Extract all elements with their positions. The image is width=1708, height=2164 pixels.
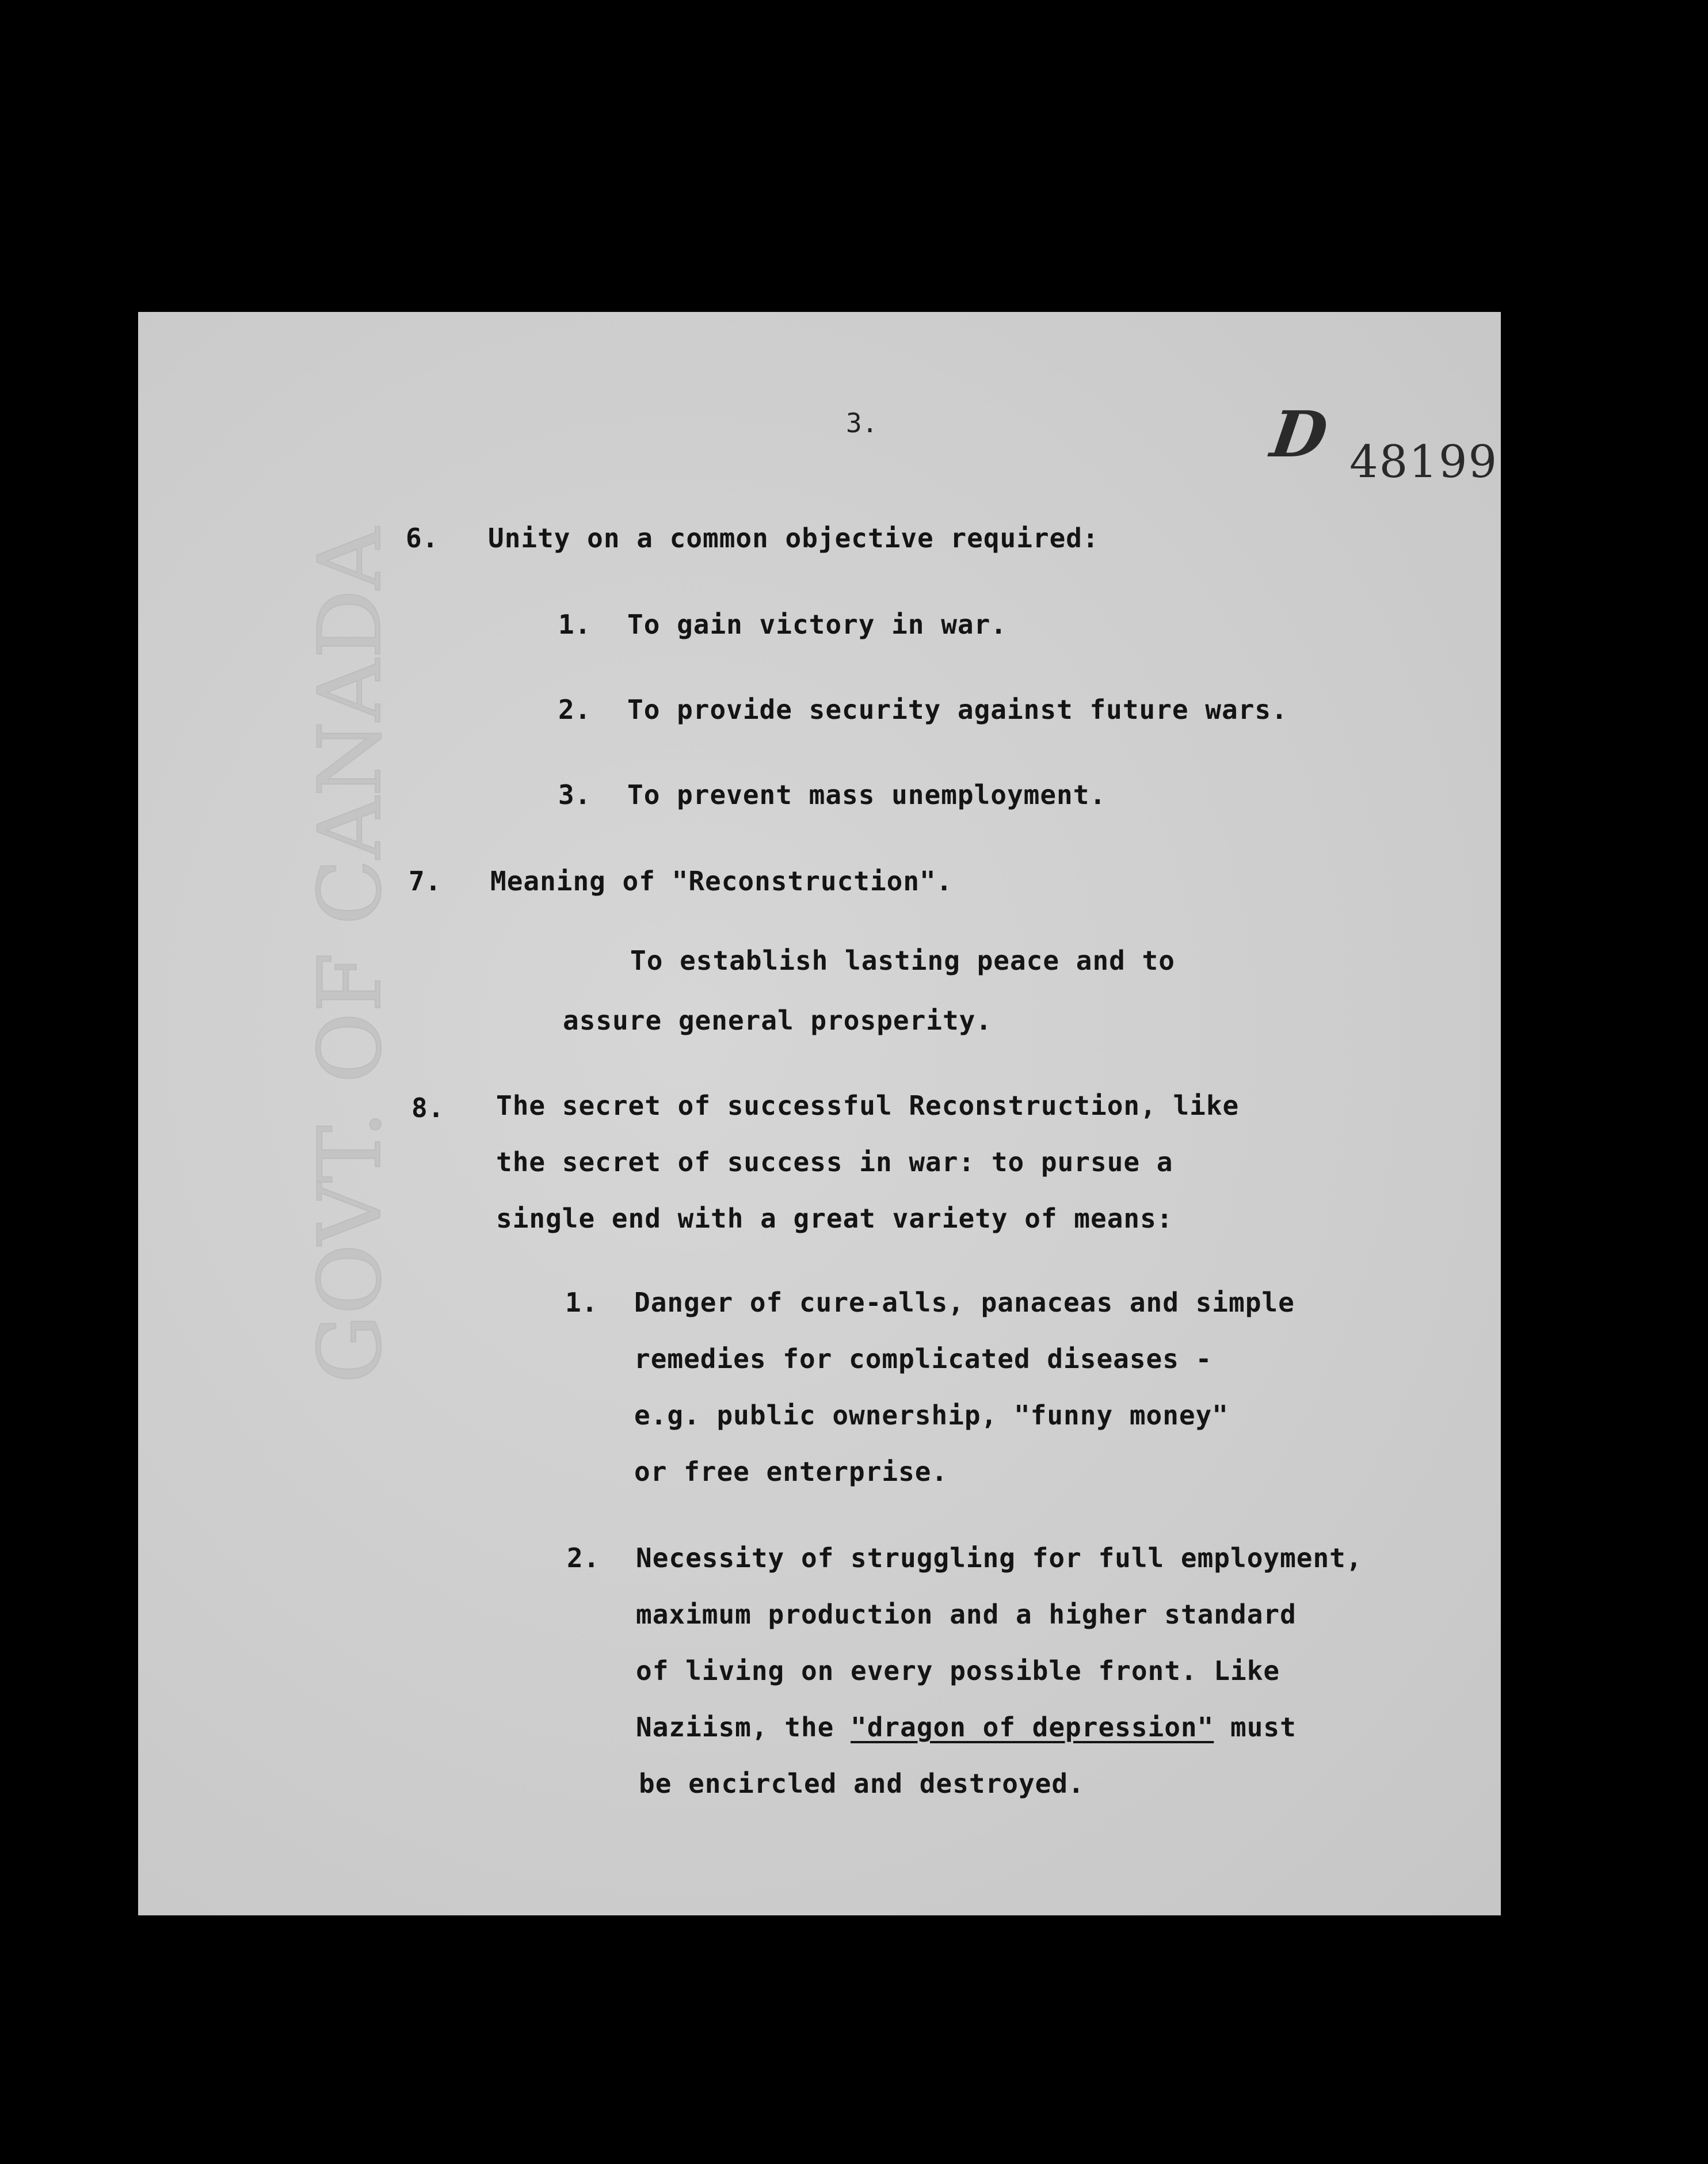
section-7-body-line-1: To establish lasting peace and to xyxy=(630,945,1175,976)
watermark-text: GOVT. OF CANADA xyxy=(300,527,401,1384)
section-8-item-1-line-3: e.g. public ownership, "funny money" xyxy=(634,1400,1229,1431)
section-6-number: 6. xyxy=(406,523,439,554)
page-number: 3. xyxy=(846,407,878,439)
section-8-heading-line-2: the secret of success in war: to pursue a xyxy=(496,1146,1173,1178)
document-id: 48199 xyxy=(1349,436,1499,488)
section-8-item-2-number: 2. xyxy=(567,1542,600,1574)
section-8-item-1-line-2: remedies for complicated diseases - xyxy=(634,1343,1213,1374)
section-6-item-2-text: To provide security against future wars. xyxy=(627,694,1288,725)
section-8-heading-line-3: single end with a great variety of means: xyxy=(496,1203,1173,1234)
dragon-of-depression-underlined: "dragon of depression" xyxy=(851,1712,1214,1743)
section-6-item-1-text: To gain victory in war. xyxy=(627,609,1007,640)
section-7-heading: Meaning of "Reconstruction". xyxy=(490,866,953,897)
section-6-item-3-text: To prevent mass unemployment. xyxy=(627,779,1107,810)
stamp-letter: D xyxy=(1266,397,1332,471)
section-8-item-2-line-4-pre: Naziism, the xyxy=(636,1712,851,1743)
section-8-item-2-line-3: of living on every possible front. Like xyxy=(636,1655,1280,1686)
section-8-item-2-line-4 xyxy=(636,1712,1297,1743)
section-8-item-1-line-4: or free enterprise. xyxy=(634,1456,948,1487)
section-6-item-3-number: 3. xyxy=(558,779,592,810)
section-8-heading-line-1: The secret of successful Reconstruction, like xyxy=(496,1090,1240,1121)
section-8-item-2-line-2: maximum production and a higher standard xyxy=(636,1599,1297,1630)
section-8-number: 8. xyxy=(411,1092,445,1123)
watermark xyxy=(300,437,437,1473)
section-8-item-1-line-1: Danger of cure-alls, panaceas and simple xyxy=(634,1287,1295,1318)
section-6-item-2-number: 2. xyxy=(558,694,592,725)
section-8-item-1-number: 1. xyxy=(565,1287,598,1318)
section-6-item-1-number: 1. xyxy=(558,609,592,640)
section-8-item-2-line-1: Necessity of struggling for full employment, xyxy=(636,1542,1363,1574)
section-8-item-2-line-4-post: must xyxy=(1214,1712,1297,1743)
section-7-number: 7. xyxy=(409,866,442,897)
section-6-heading: Unity on a common objective required: xyxy=(488,523,1099,554)
section-7-body-line-2: assure general prosperity. xyxy=(563,1005,993,1036)
section-8-item-2-line-5: be encircled and destroyed. xyxy=(639,1768,1085,1799)
